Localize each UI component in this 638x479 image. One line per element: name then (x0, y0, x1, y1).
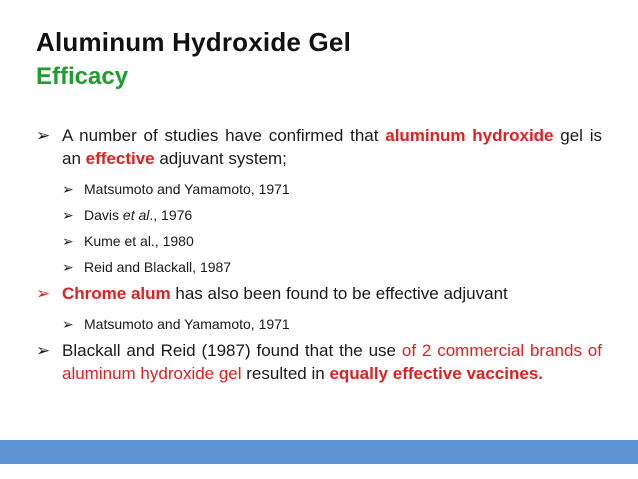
bullet-text: has also been found to be effective adjuvant (170, 284, 508, 303)
arrow-bullet-icon: ➢ (36, 284, 51, 303)
sub-bullet-item (36, 313, 602, 335)
bullet-text: gel is an (62, 126, 602, 168)
arrow-bullet-icon: ➢ (36, 341, 51, 360)
highlight-text: equally effective vaccines. (329, 364, 543, 383)
highlight-text: Chrome alum (62, 284, 171, 303)
bullet-item (36, 282, 602, 305)
arrow-bullet-icon: ➢ (62, 233, 74, 249)
sub-bullet-item (36, 230, 602, 252)
bullet-item (36, 124, 602, 170)
sub-bullet-italic: et al (122, 207, 150, 223)
footer-bar (0, 440, 638, 464)
sub-bullet-text: Davis (84, 207, 123, 223)
bullet-text: A number of studies have confirmed that (62, 126, 386, 145)
sub-bullet-item (36, 256, 602, 278)
arrow-bullet-icon: ➢ (36, 126, 51, 145)
bullet-list (36, 124, 602, 387)
arrow-bullet-icon: ➢ (62, 316, 74, 332)
sub-bullet-text: Reid and Blackall, 1987 (84, 259, 232, 275)
sub-bullet-text: Kume et al., 1980 (84, 233, 194, 249)
sub-bullet-item (36, 204, 602, 226)
sub-bullet-text: Matsumoto and Yamamoto, 1971 (84, 181, 290, 197)
bullet-item (36, 339, 602, 385)
slide-subtitle: Efficacy (36, 63, 129, 90)
arrow-bullet-icon: ➢ (62, 181, 74, 197)
bullet-text: Blackall and Reid (1987) found that the use (62, 341, 402, 360)
bullet-text: adjuvant system; (154, 149, 287, 168)
highlight-text: aluminum hydroxide (385, 126, 554, 145)
sub-bullet-text: Matsumoto and Yamamoto, 1971 (84, 316, 290, 332)
highlight-text: of 2 commercial brands of aluminum hydroxide gel (62, 341, 602, 383)
sub-bullet-text: ., 1976 (149, 207, 193, 223)
sub-bullet-item (36, 178, 602, 200)
slide-title: Aluminum Hydroxide Gel (36, 27, 352, 57)
arrow-bullet-icon: ➢ (62, 207, 74, 223)
arrow-bullet-icon: ➢ (62, 259, 74, 275)
highlight-text: effective (85, 149, 155, 168)
bullet-text: resulted in (241, 364, 330, 383)
